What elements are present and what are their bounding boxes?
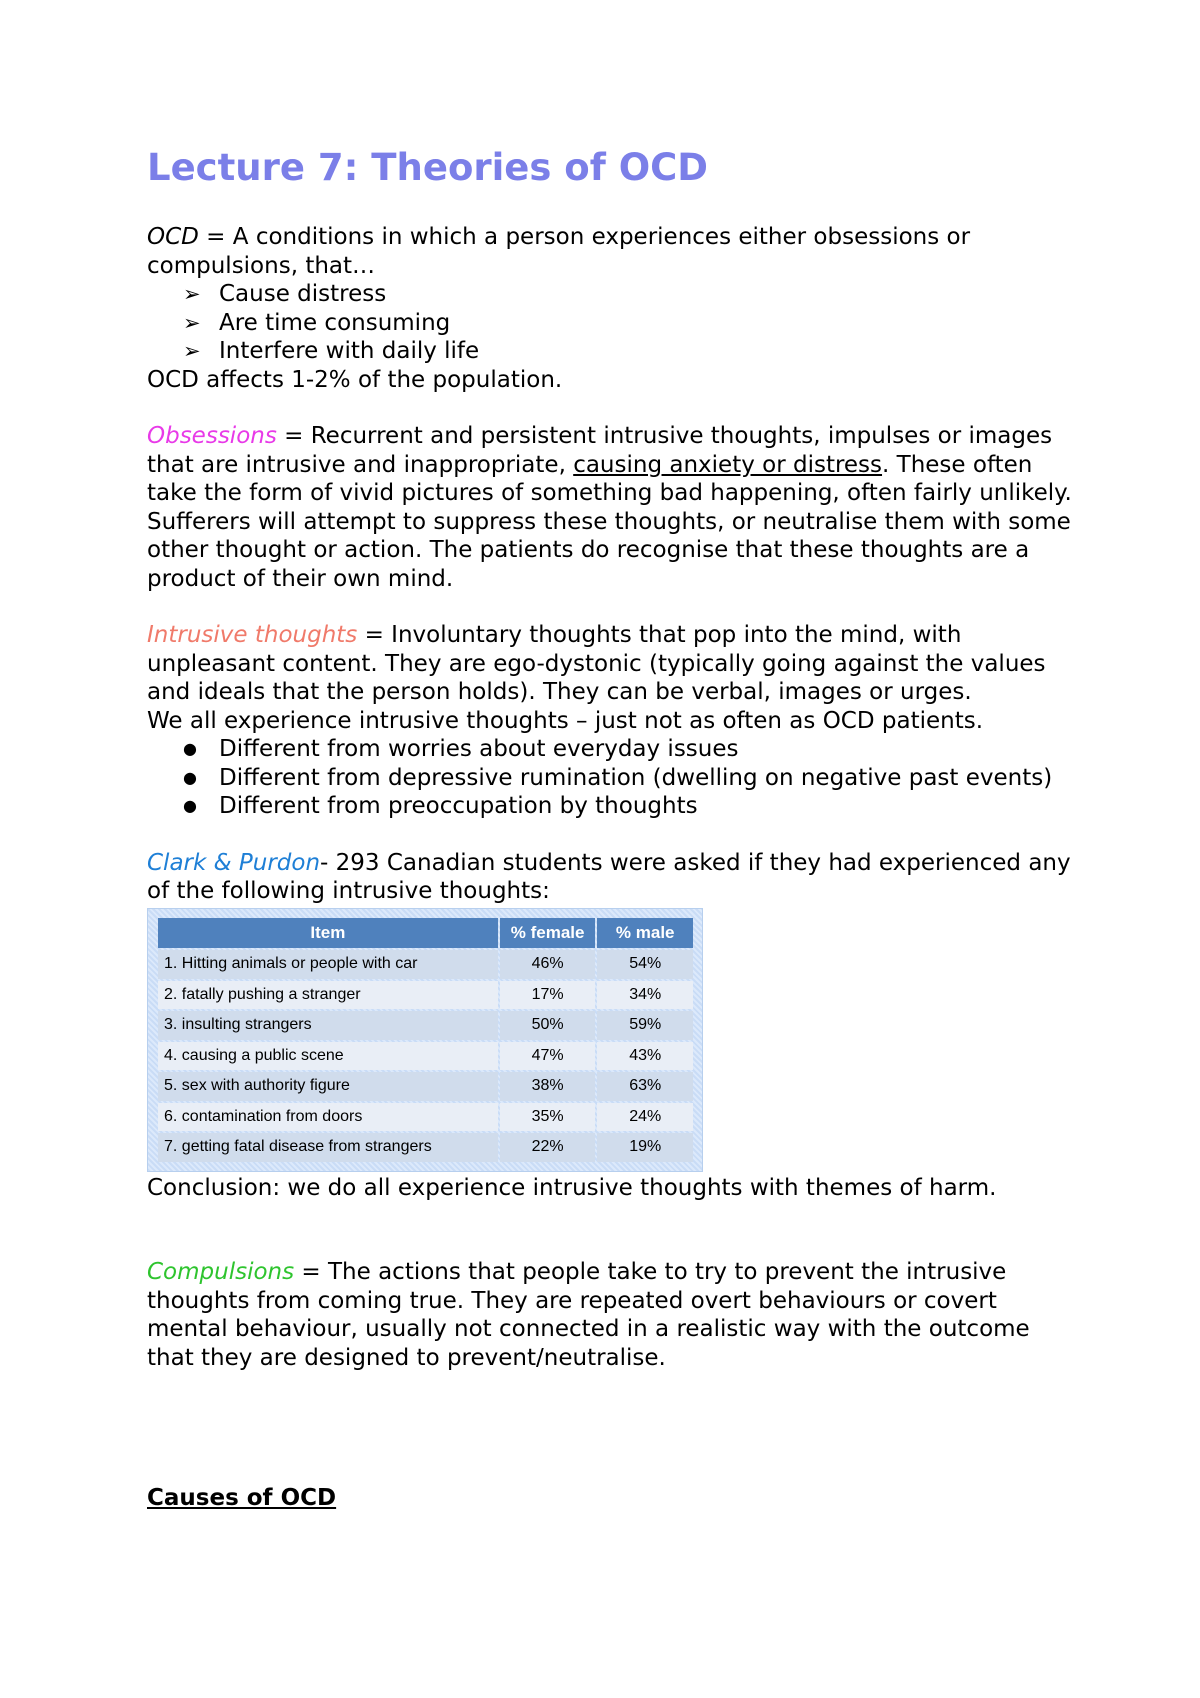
ocd-definition-text: = A conditions in which a person experiences either obsessions or compulsions, that… [147, 224, 971, 279]
dot-bullet-icon: ● [183, 796, 197, 815]
obsessions-paragraph: Obsessions = Recurrent and persistent intrusive thoughts, impulses or images that are intrusive and inappropriate, causing anxiety or distress. These often take the form of vivid pictures of something bad happening, often fairly unlikely. Sufferers will attempt to suppress these thoughts, or neutralise them with some other thought or action. The patients do recognise that these thoughts are a product of their own mind. [147, 423, 1072, 592]
intrusive-bullet-list [147, 735, 1077, 821]
list-item: ● Different from preoccupation by thoughts [183, 793, 698, 819]
table-cell-item: 3. insulting strangers [158, 1011, 498, 1040]
table-header-row [158, 918, 693, 949]
table-cell-male: 19% [597, 1133, 693, 1162]
clark-paragraph: Clark & Purdon- 293 Canadian students were asked if they had experienced any of the following intrusive thoughts: [147, 849, 1071, 904]
ocd-definition [147, 223, 1077, 280]
page-title: Lecture 7: Theories of OCD [147, 146, 709, 189]
table-cell-female: 35% [500, 1103, 596, 1132]
table-cell-female: 22% [500, 1133, 596, 1162]
spacer [147, 1428, 1077, 1484]
table-header-female: % female [500, 918, 596, 949]
document-content [147, 146, 1077, 1513]
spacer [147, 394, 1077, 422]
causes-heading: Causes of OCD [147, 1485, 337, 1511]
arrow-bullet-icon: ➢ [183, 310, 201, 335]
table-header-male: % male [597, 918, 693, 949]
spacer [147, 1372, 1077, 1428]
ocd-bullet-list [147, 280, 1077, 366]
spacer [147, 1202, 1077, 1258]
table-cell-item: 4. causing a public scene [158, 1042, 498, 1071]
intrusive-all-experience: We all experience intrusive thoughts – just not as often as OCD patients. [147, 707, 984, 734]
arrow-bullet-icon: ➢ [183, 339, 201, 363]
table-row [158, 1072, 693, 1101]
table-cell-female: 17% [500, 981, 596, 1010]
table-cell-male: 34% [597, 981, 693, 1010]
table-cell-item: 7. getting fatal disease from strangers [158, 1133, 498, 1162]
obsessions-term: Obsessions [147, 423, 277, 449]
underlined-phrase: causing anxiety or distress [573, 451, 883, 478]
table-row [158, 1133, 693, 1162]
clark-term: Clark & Purdon [147, 849, 321, 876]
table-header-item: Item [158, 918, 498, 949]
table-cell-female: 50% [500, 1011, 596, 1040]
intrusive-paragraph: Intrusive thoughts = Involuntary thoughts that pop into the mind, with unpleasant content. They are ego-dystonic (typically going against the values and ideals that the person holds). They can be verbal, images or urges. [147, 622, 1046, 705]
list-item: ➢ Are time consuming [183, 309, 451, 336]
list-item: ● Different from depressive rumination (dwelling on negative past events) [183, 764, 1053, 791]
conclusion: Conclusion: we do all experience intrusive thoughts with themes of harm. [147, 1174, 997, 1201]
ocd-prevalence: OCD affects 1-2% of the population. [147, 366, 563, 393]
table-row [158, 1011, 693, 1040]
list-item: ● Different from worries about everyday issues [183, 736, 739, 762]
table-row [158, 1103, 693, 1132]
survey-table-image [147, 908, 703, 1172]
table-row [158, 950, 693, 979]
list-item: ➢ Interfere with daily life [183, 338, 480, 364]
table-row [158, 981, 693, 1010]
intrusive-term: Intrusive thoughts [147, 622, 358, 648]
spacer [147, 593, 1077, 621]
table-cell-male: 43% [597, 1042, 693, 1071]
table-cell-male: 24% [597, 1103, 693, 1132]
spacer [147, 821, 1077, 849]
list-item: ➢ Cause distress [183, 281, 387, 307]
table-cell-item: 6. contamination from doors [158, 1103, 498, 1132]
table-cell-item: 1. Hitting animals or people with car [158, 950, 498, 979]
compulsions-term: Compulsions [147, 1259, 295, 1285]
table-cell-male: 63% [597, 1072, 693, 1101]
dot-bullet-icon: ● [183, 767, 197, 787]
arrow-bullet-icon: ➢ [183, 282, 201, 306]
table-cell-female: 46% [500, 950, 596, 979]
table-cell-item: 5. sex with authority figure [158, 1072, 498, 1101]
ocd-term: OCD [147, 224, 199, 250]
table-row [158, 1042, 693, 1071]
table-cell-item: 2. fatally pushing a stranger [158, 981, 498, 1010]
compulsions-paragraph: Compulsions = The actions that people take to try to prevent the intrusive thoughts from coming true. They are repeated overt behaviours or covert mental behaviour, usually not connected in a realistic way with the outcome that they are designed to prevent/neutralise. [147, 1259, 1030, 1371]
survey-table [156, 916, 695, 1164]
table-cell-male: 59% [597, 1011, 693, 1040]
table-cell-female: 38% [500, 1072, 596, 1101]
table-cell-female: 47% [500, 1042, 596, 1071]
dot-bullet-icon: ● [183, 739, 197, 758]
table-cell-male: 54% [597, 950, 693, 979]
